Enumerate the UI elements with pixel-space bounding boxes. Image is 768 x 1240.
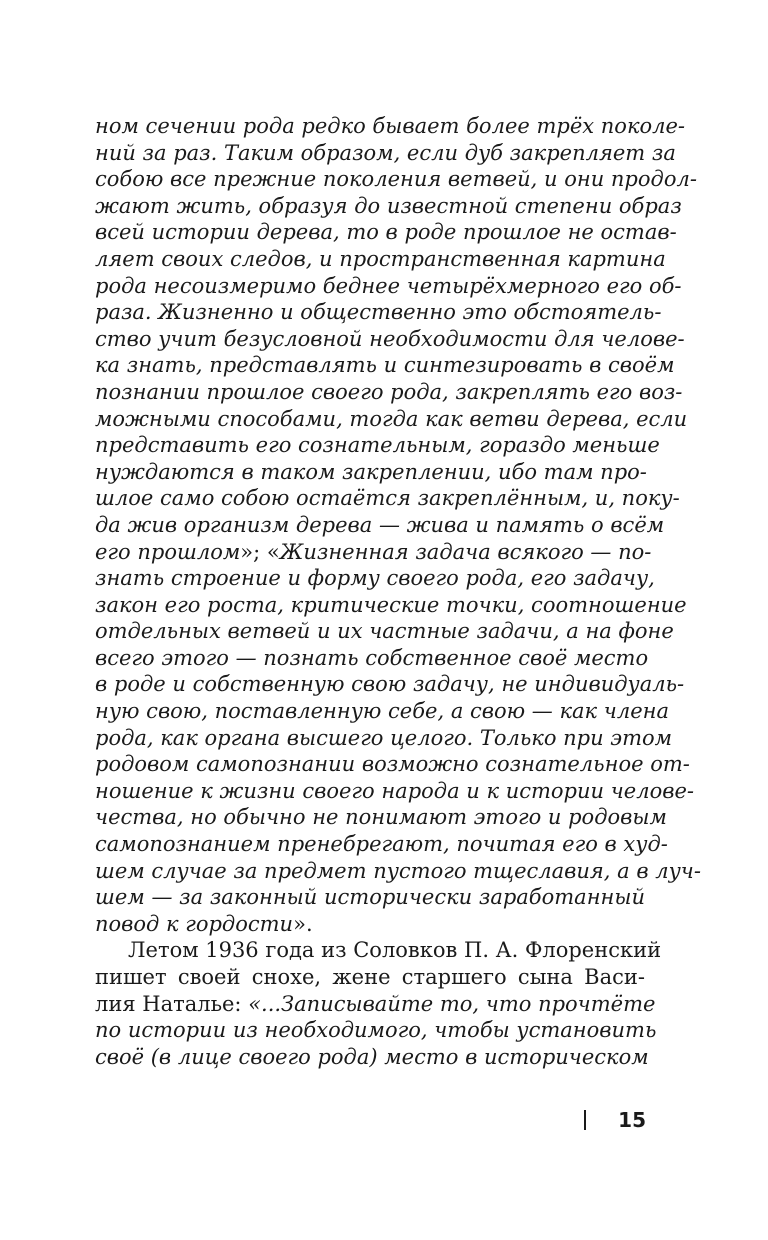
text-line: родовом самопознании возможно сознательное от- (95, 752, 690, 777)
text-line: собою все прежние поколения ветвей, и они продол- (95, 167, 697, 192)
quote-punctuation: ». (293, 911, 313, 936)
text-line (95, 911, 645, 938)
paragraph-start-line: Летом 1936 года из Соловков П. А. Флоренский (128, 938, 662, 963)
text-line: нуждаются в таком закреплении, ибо там про- (95, 459, 647, 484)
text-line: всего этого — познать собственное своё место (95, 645, 649, 670)
text-line: своё (в лице своего рода) место в историческом (95, 1044, 649, 1069)
roman-segment: лия Наталье: (95, 991, 249, 1016)
page-footer (584, 1106, 646, 1134)
text-line: ляет своих следов, и пространственная картина (95, 246, 666, 271)
quote-start-segment: Жизненная задача всякого — по- (279, 539, 652, 564)
text-line: познании прошлое своего рода, закреплять его воз- (95, 379, 683, 404)
page-number: 15 (618, 1108, 646, 1132)
text-line: ний за раз. Таким образом, если дуб закрепляет за (95, 140, 676, 165)
quote-punctuation: »; « (240, 539, 280, 564)
text-line: жают жить, образуя до известной степени образ (95, 193, 682, 218)
text-line: можными способами, тогда как ветви дерева, если (95, 406, 688, 431)
text-line: рода несоизмеримо беднее четырёхмерного его об- (95, 273, 682, 298)
text-line: чества, но обычно не понимают этого и родовым (95, 805, 667, 830)
text-line: отдельных ветвей и их частные задачи, а на фоне (95, 619, 674, 644)
text-line: шлое само собою остаётся закреплённым, и, поку- (95, 486, 680, 511)
text-line: закон его роста, критические точки, соотношение (95, 592, 687, 617)
text-line: шем — за законный исторически заработанный (95, 885, 645, 910)
text-line: пишет своей снохе, жене старшего сына Васи- (95, 965, 645, 989)
text-line (95, 539, 652, 566)
text-line (95, 991, 656, 1018)
text-line: представить его сознательным, гораздо меньше (95, 433, 660, 458)
quote-end-segment: его прошлом (95, 539, 241, 564)
quote-end-segment: повод к гордости (95, 911, 294, 936)
text-line: ном сечении рода редко бывает более трёх поколе- (95, 114, 686, 138)
text-line: раза. Жизненно и общественно это обстоятель- (95, 300, 662, 325)
text-line: самопознанием пренебрегают, почитая его в худ- (95, 832, 668, 857)
text-line: ка знать, представлять и синтезировать в своём (95, 353, 675, 378)
text-line: всей истории дерева, то в роде прошлое не остав- (95, 220, 677, 245)
text-line: рода, как органа высшего целого. Только при этом (95, 725, 673, 750)
body-text (95, 113, 701, 1070)
text-line: ношение к жизни своего народа и к истории челове- (95, 778, 694, 803)
text-line: в роде и собственную свою задачу, не индивидуаль- (95, 672, 685, 697)
text-line: по истории из необходимого, чтобы установить (95, 1018, 657, 1043)
footer-divider (584, 1110, 586, 1130)
text-line: да жив организм дерева — жива и память о всём (95, 512, 665, 537)
text-line: ство учит безусловной необходимости для челове- (95, 326, 685, 351)
text-line: шем случае за предмет пустого тщеславия, а в луч- (95, 858, 701, 883)
text-line: ную свою, поставленную себе, а свою — как члена (95, 699, 669, 724)
text-line: знать строение и форму своего рода, его задачу, (95, 566, 655, 591)
quote-start-segment: «...Записывайте то, что прочтёте (248, 991, 656, 1016)
